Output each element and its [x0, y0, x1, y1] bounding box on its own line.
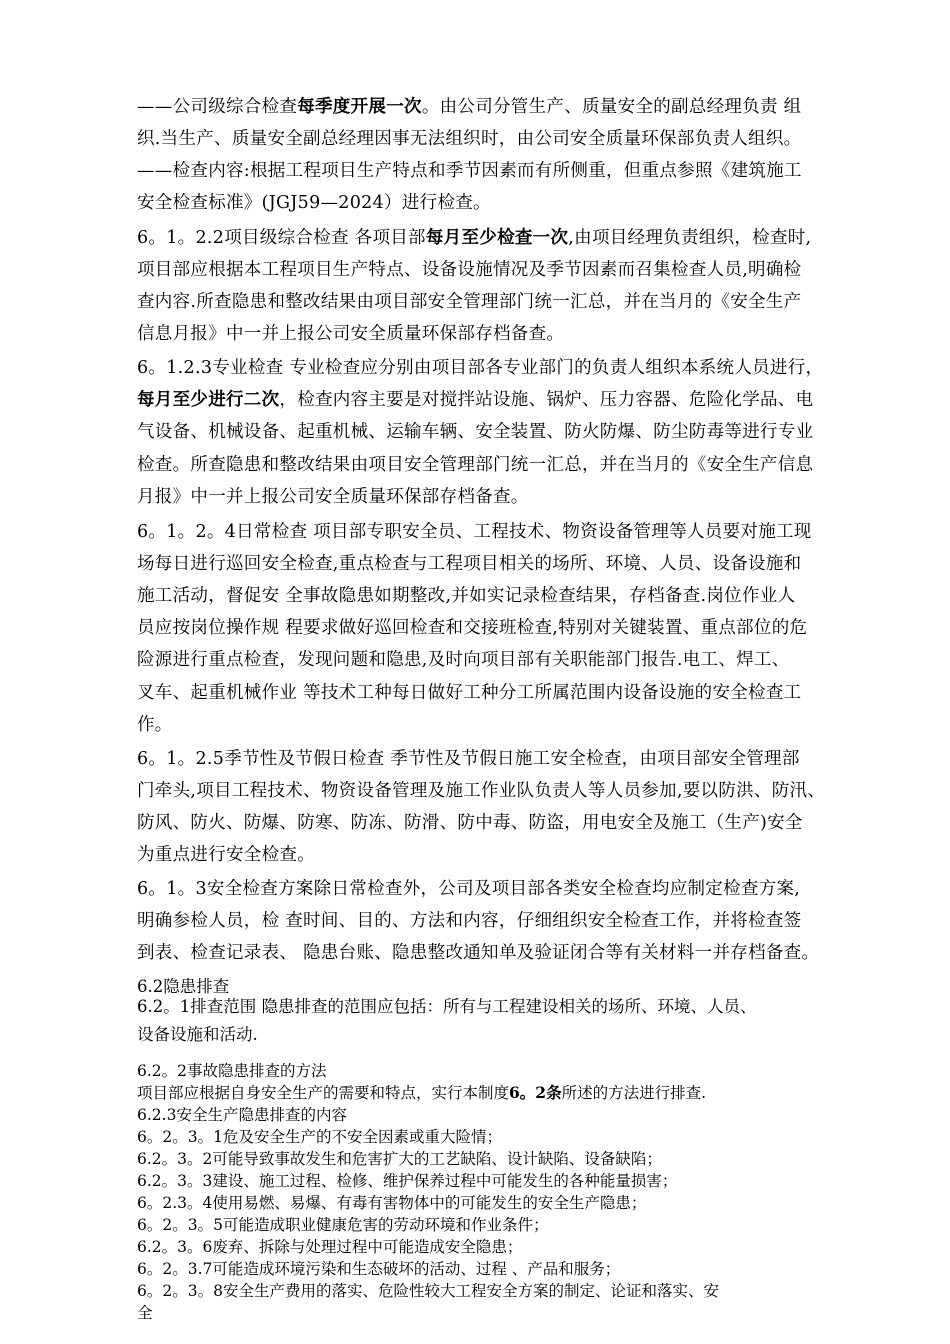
text-line: [137, 1082, 706, 1104]
text-line: [137, 291, 801, 313]
text-line: [137, 617, 807, 639]
body-text: 6.2。3。2可能导致事故发生和危害扩大的工艺缺陷、设计缺陷、设备缺陷；: [137, 1150, 662, 1168]
body-text: 6。2.3。4使用易燃、易爆、有毒有害物体中的可能发生的安全生产隐患；: [137, 1194, 647, 1212]
text-line: [137, 96, 801, 118]
body-text: 安全检查标准》(JGJ59—2024）进行检查。: [137, 193, 491, 213]
text-line: [137, 748, 800, 770]
emphasis-text: 每季度开展一次: [297, 97, 422, 117]
text-line: [137, 553, 801, 575]
body-text: 6.2隐患排查: [137, 977, 230, 996]
text-line: [137, 521, 812, 543]
text-line: [137, 389, 813, 411]
body-text: 6。2。3。8安全生产费用的落实、危险性较大工程安全方案的制定、论证和落实、安: [137, 1282, 719, 1300]
text-line: [137, 585, 795, 607]
body-text: 6.2.3安全生产隐患排查的内容: [137, 1106, 347, 1124]
text-line: [137, 910, 801, 932]
text-line: [137, 1258, 620, 1280]
body-text: 所述的方法进行排查.: [561, 1084, 707, 1102]
body-text: 设备设施和活动.: [137, 1025, 258, 1044]
text-line: [137, 682, 801, 704]
body-text: 织.当生产、质量安全副总经理因事无法组织时，由公司安全质量环保部负责人组织。: [137, 129, 802, 149]
body-text: 员应按岗位操作规 程要求做好巡回检查和交接班检查,特别对关键装置、重点部位的危: [137, 618, 808, 638]
body-text: 6。2。3。5可能造成职业健康危害的劳动环境和作业条件；: [137, 1216, 549, 1234]
text-line: [137, 1236, 522, 1258]
emphasis-text: 每月至少检查一次: [425, 228, 569, 248]
text-line: [137, 1104, 347, 1126]
text-line: [137, 128, 801, 150]
text-line: [137, 486, 529, 508]
body-text: 防风、防火、防爆、防寒、防冻、防滑、防中毒、防盗，用电安全及施工（生产)安全: [137, 813, 803, 833]
text-line: [137, 649, 790, 671]
body-text: 作。: [137, 715, 173, 735]
text-line: [137, 1280, 719, 1302]
text-line: [137, 844, 315, 866]
emphasis-text: 6。2条: [509, 1083, 562, 1102]
text-line: [137, 780, 825, 802]
body-text: 项目部应根据本工程项目生产特点、设备设施情况及季节因素而召集检查人员,明确检: [137, 260, 802, 280]
text-line: [137, 192, 491, 214]
body-text: 明确参检人员，检 查时间、目的、方法和内容，仔细组织安全检查工作，并将检查签: [137, 911, 802, 931]
body-text: 到表、检查记录表、 隐患台账、隐患整改通知单及验证闭合等有关材料一并存档备查。: [137, 943, 820, 963]
body-text: 门牵头,项目工程技术、物资设备管理及施工作业队负责人等人员参加,要以防洪、防汛、: [137, 781, 826, 801]
body-text: 气设备、机械设备、起重机械、运输车辆、安全装置、防火防爆、防尘防毒等进行专业: [137, 422, 814, 442]
body-text: 月报》中一并上报公司安全质量环保部存档备查。: [137, 487, 529, 507]
body-text: 6.2。3。3建设、施工过程、检修、维护保养过程中可能发生的各种能量损害；: [137, 1172, 678, 1190]
text-line: [137, 714, 173, 736]
body-text: ——公司级综合检查: [137, 97, 298, 117]
body-text: 全: [137, 1304, 153, 1322]
body-text: 6。1.2.3专业检查 专业检查应分别由项目部各专业部门的负责人组织本系统人员进行，: [137, 358, 824, 378]
body-text: 施工活动，督促安 全事故隐患如期整改,并如实记录检查结果，存档备查.岗位作业人: [137, 586, 796, 606]
emphasis-text: 每月至少进行二次: [137, 390, 280, 410]
body-text: 。由公司分管生产、质量安全的副总经理负责 组: [421, 97, 802, 117]
body-text: 项目部应根据自身安全生产的需要和特点，实行本制度: [137, 1084, 510, 1102]
text-line: [137, 812, 803, 834]
body-text: 查内容.所查隐患和整改结果由项目部安全管理部门统一汇总，并在当月的《安全生产: [137, 292, 802, 312]
text-line: [137, 1148, 662, 1170]
body-text: 6.2。2事故隐患排查的方法: [137, 1062, 327, 1080]
body-text: ，检查内容主要是对搅拌站设施、锅炉、压力容器、危险化学品、电: [279, 390, 814, 410]
text-line: [137, 421, 813, 443]
body-text: 检查。所查隐患和整改结果由项目安全管理部门统一汇总，并在当月的《安全生产信息: [137, 455, 814, 475]
body-text: 6.2。3。6废弃、拆除与处理过程中可能造成安全隐患；: [137, 1238, 523, 1256]
text-line: [137, 1024, 258, 1046]
text-line: [137, 1170, 677, 1192]
text-line: [137, 942, 819, 964]
text-line: [137, 1302, 153, 1324]
body-text: 6。2。3。1危及安全生产的不安全因素或重大险情；: [137, 1128, 502, 1146]
text-line: [137, 454, 813, 476]
text-line: [137, 1192, 646, 1214]
body-text: 险源进行重点检查，发现问题和隐患,及时向项目部有关职能部门报告.电工、焊工、: [137, 650, 790, 670]
text-line: [137, 1126, 502, 1148]
body-text: ,由项目经理负责组织，检查时,: [568, 228, 812, 248]
body-text: 6。2。3.7可能造成环境污染和生态破坏的活动、过程 、产品和服务；: [137, 1260, 621, 1278]
body-text: 6.2。1排查范围 隐患排查的范围应包括：所有与工程建设相关的场所、环境、人员、: [137, 997, 757, 1016]
body-text: 为重点进行安全检查。: [137, 845, 315, 865]
text-line: [137, 1060, 327, 1082]
text-line: [137, 976, 229, 998]
text-line: [137, 996, 756, 1018]
body-text: 信息月报》中一并上报公司安全质量环保部存档备查。: [137, 324, 565, 344]
body-text: 叉车、起重机械作业 等技术工种每日做好工种分工所属范围内设备设施的安全检查工: [137, 683, 802, 703]
text-line: [137, 160, 802, 182]
body-text: 场每日进行巡回安全检查,重点检查与工程项目相关的场所、环境、人员、设备设施和: [137, 554, 802, 574]
body-text: ——检查内容:根据工程项目生产特点和季节因素而有所侧重，但重点参照《建筑施工: [137, 161, 802, 181]
text-line: [137, 1214, 548, 1236]
text-line: [137, 259, 801, 281]
text-line: [137, 227, 811, 249]
body-text: 6。1。2.5季节性及节假日检查 季节性及节假日施工安全检查，由项目部安全管理部: [137, 749, 800, 769]
body-text: 6。1。3安全检查方案除日常检查外，公司及项目部各类安全检查均应制定检查方案,: [137, 879, 801, 899]
text-line: [137, 357, 823, 379]
body-text: 6。1。2。4日常检查 项目部专职安全员、工程技术、物资设备管理等人员要对施工现: [137, 522, 812, 542]
body-text: 6。1。2.2项目级综合检查 各项目部: [137, 228, 426, 248]
text-line: [137, 878, 800, 900]
text-line: [137, 323, 564, 345]
